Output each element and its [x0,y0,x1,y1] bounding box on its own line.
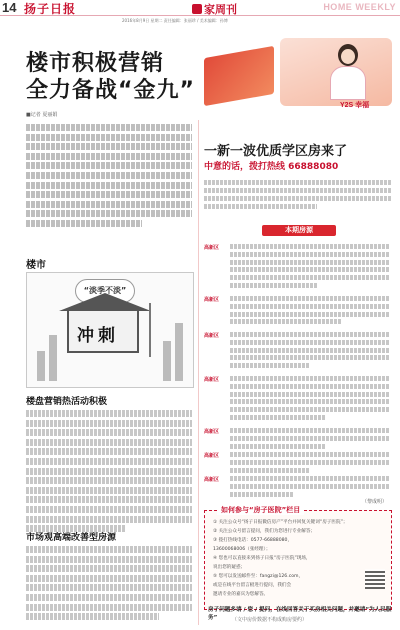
main-headline: 楼市积极营销 全力备战“金九” [26,51,195,103]
section-title-loushi: 楼市 [26,260,46,271]
box-heading: 如何参与“房子医院”栏目 [217,505,304,515]
newspaper-page: 14 扬子日报 家周刊 HOME WEEKLY 2016年8月9日 星期二 责任编辑：张丽珍 / 美术编辑：孙博 楼市积极营销 全力备战“金九” ■记者 夏丽娟 楼市 “淡季不淡” 冲刺 楼盘营销热活动积极 市场观高端改善型房源 Y2S 幸福 一新一波优质学区房来了 中意的话，拨打热线 66888080 本期房源 高新区 高新区 高新区 高新区 高新区 高新区 高新区 （黎成明） 如何参与“房子医院”栏目 ① 关注公众号“扬子日报微信房产”平台并回复关键词“房子医院”； ② 关注公众号留言提问，我们为您进行专业解答； ③ 拨打热线电话：0577-66888080， 13600068006（张经理）； ④ 您也可以直接来到扬子日报“房子医院”现场， 说出您的疑惑； ⑤ 您可以发送邮件至：fangzi@126.com， 或是在线平台留言板进行提问，我们会 邀请专业的嘉宾为您解答。 房子问题多请 / 您 / 提问，在线回答关于买房相关问题，并邀请“为人民服务” （文中房价数据不构成购房要约） [0,0,400,630]
footer-note: 房子问题多请 / 您 / 提问，在线回答关于买房相关问题，并邀请“为人民服务” [208,607,392,621]
qr-code-icon [365,569,385,589]
right-title: 一新一波优质学区房来了 [204,144,348,159]
arrow-icon [149,303,151,357]
box-line: ④ 您也可以直接来到扬子日报“房子医院”现场， [213,556,311,561]
bar-shape [37,351,45,381]
weekly-label: 家周刊 [192,1,237,17]
box-line: 邀请专业的嘉宾为您解答。 [213,592,269,597]
box-line: ③ 拨打热线电话：0577-66888080， [213,538,293,543]
home-logo-icon [192,4,202,14]
byline: ■记者 夏丽娟 [26,112,58,118]
article-body-2 [26,546,192,623]
english-label: HOME WEEKLY [323,2,396,12]
right-subtitle: 中意的话，拨打热线 66888080 [204,162,339,172]
subhead-promotion: 楼盘营销热活动积极 [26,397,108,407]
bar-shape [49,335,57,381]
reporter-note: （黎成明） [362,499,388,505]
right-lead [204,180,392,212]
footer-disclaimer: （文中房价数据不构成购房要约） [232,617,308,623]
box-line: ① 关注公众号“扬子日报微信房产”平台并回复关键词“房子医院”； [213,520,348,525]
lead-paragraph [26,124,192,230]
illustration-main-text: 冲刺 [77,326,119,346]
bar-shape [163,341,171,381]
issue-info: 2016年8月9日 星期二 责任编辑：张丽珍 / 美术编辑：孙博 [122,18,228,23]
ad-brand: Y2S 幸福 [340,102,370,109]
model-photo [320,40,376,100]
page-header [0,0,400,16]
box-line: 13600068006（张经理）； [213,547,271,552]
box-line: 说出您的疑惑； [213,565,246,570]
subhead-market: 市场观高端改善型房源 [26,533,117,543]
page-number: 14 [2,0,17,15]
ribbon-graphic [204,46,274,106]
hot-listings-badge: 本期房源 [262,225,336,236]
illustration [26,272,194,388]
article-body [26,410,192,535]
bar-shape [175,323,183,381]
box-line: ⑤ 您可以发送邮件至：fangzi@126.com， [213,574,304,579]
cloud-label: “淡季不淡” [75,279,135,303]
box-line: 或是在线平台留言板进行提问，我们会 [213,583,292,588]
newspaper-name: 扬子日报 [24,2,77,16]
box-line: ② 关注公众号留言提问，我们为您进行专业解答； [213,529,316,534]
participation-box [204,506,392,610]
